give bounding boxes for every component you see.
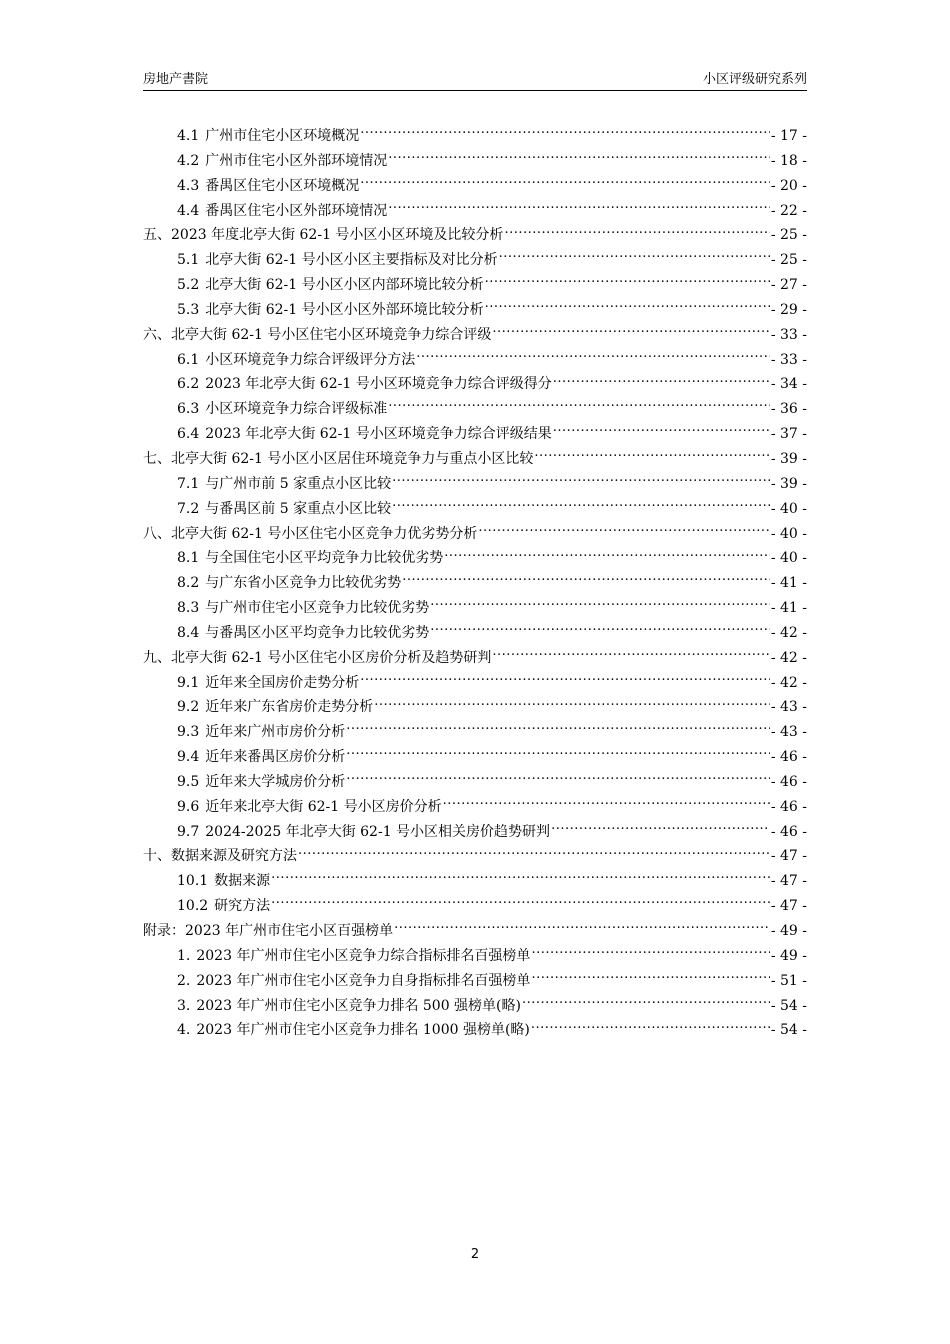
toc-entry[interactable]: [143, 397, 807, 422]
toc-dot-leader: [394, 921, 770, 935]
toc-dot-leader: [492, 325, 769, 339]
toc-entry-page: - 40 -: [770, 500, 807, 517]
toc-dot-leader: [553, 374, 770, 388]
toc-dot-leader: [531, 971, 769, 985]
toc-entry[interactable]: [143, 497, 807, 522]
toc-dot-leader: [485, 300, 770, 314]
toc-dot-leader: [499, 250, 770, 264]
toc-entry-number: 8.1: [177, 550, 200, 567]
toc-dot-leader: [402, 573, 770, 587]
toc-entry-number: 9.6: [177, 798, 200, 815]
toc-dot-leader: [388, 399, 770, 413]
toc-entry-number: 9.5: [177, 773, 200, 790]
toc-entry[interactable]: [143, 174, 807, 199]
toc-entry-number: 5.3: [177, 301, 200, 318]
toc-entry[interactable]: [143, 944, 807, 969]
toc-entry-page: - 47 -: [770, 848, 807, 865]
toc-entry-title: 广州市住宅小区外部环境情况: [205, 152, 388, 169]
toc-dot-leader: [443, 797, 770, 811]
toc-entry-title: 与广州市前 5 家重点小区比较: [205, 475, 392, 492]
toc-entry[interactable]: [143, 298, 807, 323]
toc-entry-number: 七、: [143, 450, 171, 467]
toc-entry-title: 2023 年北亭大街 62-1 号小区环境竞争力综合评级结果: [205, 426, 552, 443]
toc-entry[interactable]: [143, 646, 807, 671]
toc-entry-title: 2023 年广州市住宅小区竞争力自身指标排名百强榜单: [196, 972, 531, 989]
toc-entry-page: - 46 -: [770, 773, 807, 790]
toc-dot-leader: [388, 201, 770, 215]
toc-dot-leader: [478, 524, 769, 538]
toc-entry[interactable]: [143, 720, 807, 745]
toc-entry-title: 北亭大街 62-1 号小区小区居住环境竞争力与重点小区比较: [171, 450, 534, 467]
header-left-title: 房地产書院: [143, 72, 209, 87]
toc-entry-page: - 25 -: [770, 252, 807, 269]
toc-dot-leader: [360, 673, 770, 687]
toc-entry-title: 北亭大街 62-1 号小区小区内部环境比较分析: [205, 277, 484, 294]
toc-entry-page: - 46 -: [770, 798, 807, 815]
toc-entry-page: - 42 -: [770, 624, 807, 641]
toc-entry[interactable]: [143, 919, 807, 944]
toc-entry-number: 2.: [177, 972, 191, 989]
toc-entry[interactable]: [143, 124, 807, 149]
toc-entry[interactable]: [143, 994, 807, 1019]
toc-entry[interactable]: [143, 844, 807, 869]
toc-dot-leader: [444, 548, 770, 562]
toc-entry-page: - 33 -: [770, 351, 807, 368]
toc-entry[interactable]: [143, 522, 807, 547]
toc-dot-leader: [534, 449, 769, 463]
page-number: 2: [470, 1247, 480, 1262]
toc-entry-page: - 29 -: [770, 301, 807, 318]
toc-entry[interactable]: [143, 894, 807, 919]
toc-entry-number: 8.2: [177, 575, 200, 592]
toc-entry-page: - 54 -: [770, 997, 807, 1014]
toc-entry-title: 近年来全国房价走势分析: [205, 674, 360, 691]
toc-dot-leader: [531, 946, 769, 960]
toc-entry-page: - 40 -: [770, 550, 807, 567]
toc-entry-number: 五、: [143, 227, 171, 244]
toc-entry-page: - 46 -: [770, 749, 807, 766]
toc-entry-number: 5.1: [177, 252, 200, 269]
toc-entry-page: - 43 -: [770, 699, 807, 716]
toc-entry[interactable]: [143, 671, 807, 696]
toc-entry-title: 2023 年广州市住宅小区竞争力排名 1000 强榜单(略): [196, 1022, 530, 1039]
toc-dot-leader: [346, 722, 770, 736]
toc-entry-number: 4.1: [177, 128, 200, 144]
toc-entry-number: 9.4: [177, 749, 200, 766]
toc-entry[interactable]: [143, 795, 807, 820]
toc-entry-number: 6.1: [177, 351, 200, 368]
toc-entry-title: 2023 年广州市住宅小区百强榜单: [185, 923, 394, 939]
toc-entry-title: 与广州市住宅小区竞争力比较优劣势: [205, 600, 430, 617]
toc-entry-title: 近年来广州市房价分析: [205, 724, 346, 741]
toc-dot-leader: [360, 126, 770, 140]
header-right-title: 小区评级研究系列: [702, 72, 807, 87]
toc-entry-page: - 25 -: [770, 227, 807, 244]
toc-dot-leader: [492, 648, 769, 662]
toc-entry[interactable]: [143, 422, 807, 447]
toc-entry-number: 4.3: [177, 177, 200, 194]
toc-entry-title: 近年来大学城房价分析: [205, 773, 346, 790]
toc-entry-number: 7.2: [177, 500, 200, 517]
toc-entry-number: 1.: [177, 947, 191, 964]
toc-entry-number: 6.4: [177, 426, 200, 443]
toc-dot-leader: [346, 747, 770, 761]
toc-entry-page: - 41 -: [770, 600, 807, 617]
toc-entry-number: 10.2: [177, 898, 209, 915]
toc-entry-page: - 41 -: [770, 575, 807, 592]
toc-dot-leader: [553, 424, 770, 438]
toc-entry-number: 7.1: [177, 475, 200, 492]
toc-entry-page: - 37 -: [770, 426, 807, 443]
toc-entry-page: - 42 -: [770, 649, 807, 666]
toc-entry-page: - 54 -: [770, 1022, 807, 1039]
toc-entry-number: 十、: [143, 848, 171, 865]
toc-entry-title: 近年来广东省房价走势分析: [205, 699, 374, 716]
toc-entry-title: 与番禺区前 5 家重点小区比较: [205, 500, 392, 517]
toc-dot-leader: [551, 822, 770, 836]
toc-entry-number: 4.4: [177, 202, 200, 219]
toc-dot-leader: [271, 896, 770, 910]
toc-entry[interactable]: [143, 969, 807, 994]
toc-entry-page: - 34 -: [770, 376, 807, 393]
toc-entry-title: 与全国住宅小区平均竞争力比较优劣势: [205, 550, 444, 567]
toc-entry-number: 9.2: [177, 699, 200, 716]
toc-entry-page: - 43 -: [770, 724, 807, 741]
toc-entry-number: 8.4: [177, 624, 200, 641]
toc-dot-leader: [430, 623, 770, 637]
toc-entry-page: - 51 -: [770, 972, 807, 989]
toc-dot-leader: [346, 772, 770, 786]
toc-entry-number: 8.3: [177, 600, 200, 617]
toc-entry-title: 2023 年广州市住宅小区竞争力排名 500 强榜单(略): [196, 997, 521, 1014]
toc-entry-number: 5.2: [177, 277, 200, 294]
toc-entry-title: 近年来番禺区房价分析: [205, 749, 346, 766]
toc-entry-page: - 20 -: [770, 177, 807, 194]
toc-entry[interactable]: [143, 1018, 807, 1043]
toc-entry-number: 六、: [143, 326, 171, 343]
toc-entry[interactable]: [143, 869, 807, 894]
page-header: [143, 66, 807, 91]
toc-entry-title: 北亭大街 62-1 号小区住宅小区房价分析及趋势研判: [171, 649, 492, 666]
toc-entry-page: - 27 -: [770, 277, 807, 294]
toc-entry-number: 4.: [177, 1022, 191, 1039]
toc-entry-title: 番禺区住宅小区环境概况: [205, 177, 360, 194]
toc-entry[interactable]: [143, 248, 807, 273]
toc-entry-page: - 18 -: [770, 152, 807, 169]
toc-entry-page: - 46 -: [770, 823, 807, 840]
toc-entry-title: 2023 年广州市住宅小区竞争力综合指标排名百强榜单: [196, 947, 531, 964]
toc-entry[interactable]: [143, 820, 807, 845]
toc-entry-page: - 49 -: [770, 947, 807, 964]
toc-entry[interactable]: [143, 199, 807, 224]
toc-entry-title: 研究方法: [214, 898, 271, 915]
toc-entry-title: 数据来源及研究方法: [171, 848, 297, 865]
toc-dot-leader: [388, 151, 770, 165]
toc-dot-leader: [485, 275, 770, 289]
toc-entry-page: - 47 -: [770, 873, 807, 890]
toc-entry-title: 与广东省小区竞争力比较优劣势: [205, 575, 402, 592]
toc-entry-number: 4.2: [177, 152, 200, 169]
toc-entry-number: 附录：: [143, 923, 185, 939]
toc-entry[interactable]: [143, 447, 807, 472]
toc-entry[interactable]: [143, 149, 807, 174]
toc-entry[interactable]: [143, 695, 807, 720]
toc-dot-leader: [298, 846, 770, 860]
toc-dot-leader: [392, 474, 770, 488]
toc-dot-leader: [360, 176, 770, 190]
toc-entry-page: - 33 -: [770, 326, 807, 343]
toc-entry-page: - 49 -: [770, 923, 807, 939]
toc-entry[interactable]: [143, 745, 807, 770]
toc-entry[interactable]: [143, 596, 807, 621]
toc-entry-page: - 17 -: [770, 128, 807, 144]
toc-entry-title: 北亭大街 62-1 号小区住宅小区环境竞争力综合评级: [171, 326, 492, 343]
toc-entry-title: 2023 年北亭大街 62-1 号小区环境竞争力综合评级得分: [205, 376, 552, 393]
toc-dot-leader: [416, 350, 770, 364]
toc-entry-page: - 40 -: [770, 525, 807, 542]
toc-entry[interactable]: [143, 621, 807, 646]
toc-entry[interactable]: [143, 571, 807, 596]
toc-entry-title: 北亭大街 62-1 号小区住宅小区竞争力优劣势分析: [171, 525, 478, 542]
toc-entry-page: - 39 -: [770, 450, 807, 467]
toc-entry-title: 广州市住宅小区环境概况: [205, 128, 360, 144]
toc-entry-number: 10.1: [177, 873, 209, 890]
toc-entry-title: 近年来北亭大街 62-1 号小区房价分析: [205, 798, 442, 815]
toc-dot-leader: [522, 996, 770, 1010]
toc-entry-number: 八、: [143, 525, 171, 542]
toc-entry-number: 3.: [177, 997, 191, 1014]
toc-entry-title: 与番禺区小区平均竞争力比较优劣势: [205, 624, 430, 641]
toc-entry-title: 2024-2025 年北亭大街 62-1 号小区相关房价趋势研判: [205, 823, 551, 840]
toc-dot-leader: [430, 598, 770, 612]
toc-dot-leader: [374, 697, 770, 711]
toc-entry[interactable]: [143, 472, 807, 497]
toc-entry-page: - 22 -: [770, 202, 807, 219]
toc-entry-title: 番禺区住宅小区外部环境情况: [205, 202, 388, 219]
toc-dot-leader: [271, 871, 770, 885]
toc-entry-title: 数据来源: [214, 873, 271, 890]
toc-entry-number: 九、: [143, 649, 171, 666]
toc-entry[interactable]: [143, 546, 807, 571]
toc-entry-number: 6.3: [177, 401, 200, 418]
toc-entry-page: - 36 -: [770, 401, 807, 418]
toc-entry-title: 2023 年度北亭大街 62-1 号小区小区环境及比较分析: [171, 227, 504, 244]
toc-entry-number: 9.7: [177, 823, 200, 840]
toc-entry[interactable]: [143, 770, 807, 795]
toc-entry-title: 小区环境竞争力综合评级标准: [205, 401, 388, 418]
table-of-contents: [143, 124, 807, 1043]
toc-entry[interactable]: [143, 372, 807, 397]
toc-entry[interactable]: [143, 223, 807, 248]
toc-dot-leader: [504, 225, 769, 239]
toc-entry-number: 9.1: [177, 674, 200, 691]
toc-entry[interactable]: [143, 348, 807, 373]
toc-entry-title: 北亭大街 62-1 号小区小区外部环境比较分析: [205, 301, 484, 318]
toc-dot-leader: [531, 1020, 770, 1034]
toc-entry[interactable]: [143, 273, 807, 298]
toc-entry-page: - 47 -: [770, 898, 807, 915]
toc-entry[interactable]: [143, 323, 807, 348]
toc-entry-number: 6.2: [177, 376, 200, 393]
toc-entry-title: 小区环境竞争力综合评级评分方法: [205, 351, 416, 368]
toc-entry-page: - 39 -: [770, 475, 807, 492]
toc-entry-title: 北亭大街 62-1 号小区小区主要指标及对比分析: [205, 252, 498, 269]
toc-entry-number: 9.3: [177, 724, 200, 741]
toc-entry-page: - 42 -: [770, 674, 807, 691]
toc-dot-leader: [392, 499, 770, 513]
